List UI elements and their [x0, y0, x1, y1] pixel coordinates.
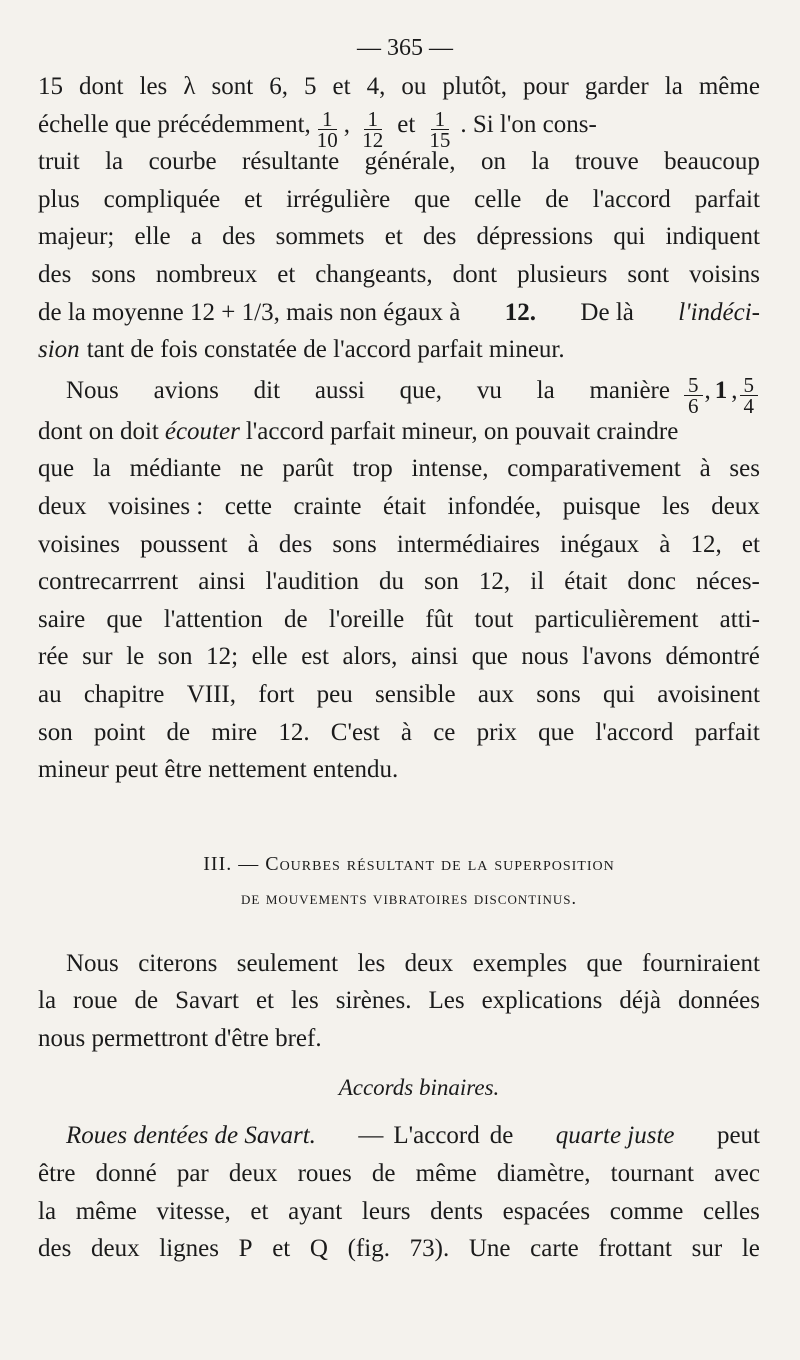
- word: et: [272, 1235, 291, 1263]
- word: de: [371, 1160, 396, 1188]
- word: manière: [589, 376, 670, 404]
- word: mire: [211, 718, 258, 746]
- word: 5: [303, 73, 317, 100]
- text-line: [38, 256, 760, 294]
- fraction-denominator: 15: [429, 127, 451, 152]
- word: 12,: [478, 568, 511, 596]
- word: parfait: [694, 718, 760, 746]
- word: Nous: [66, 949, 119, 977]
- word: données: [678, 987, 760, 1015]
- word: des: [222, 223, 256, 251]
- word: Savart: [175, 987, 239, 1015]
- text-line-fractions: [38, 106, 760, 152]
- word: et: [244, 185, 263, 213]
- fraction-numerator: 5: [740, 375, 759, 396]
- text-fragment: mineur peut être nettement entendu.: [38, 756, 399, 784]
- word: même: [698, 73, 760, 100]
- word: dents: [430, 1197, 483, 1225]
- text-line-last: [38, 331, 760, 369]
- word: elle: [251, 643, 288, 671]
- text-fragment: dont on doit: [38, 417, 159, 445]
- word: deux: [90, 1235, 140, 1263]
- word: que: [586, 949, 623, 977]
- word: des: [278, 530, 313, 558]
- word: diamètre,: [496, 1160, 591, 1188]
- word: 12,: [690, 530, 722, 558]
- word: parfait: [694, 185, 760, 213]
- word: l'accord: [592, 185, 671, 213]
- fraction-five-sixths: [684, 372, 703, 418]
- word: 12.: [278, 718, 310, 746]
- text-line: [38, 982, 760, 1020]
- word: deux: [711, 492, 760, 520]
- word: et: [332, 73, 351, 100]
- word: plus: [38, 185, 80, 213]
- text-line: [38, 563, 760, 601]
- word: plusieurs: [517, 260, 608, 288]
- word: dit: [253, 376, 281, 404]
- word: de: [284, 605, 308, 633]
- word: frottant: [598, 1235, 672, 1263]
- word: contrecarrrent: [38, 568, 179, 596]
- word: roues: [297, 1160, 352, 1188]
- comma: ,: [343, 110, 357, 138]
- word: à: [400, 718, 413, 746]
- text-line: [38, 181, 760, 219]
- word: était: [382, 492, 426, 520]
- word: sirènes.: [335, 987, 412, 1015]
- words-group: [358, 1117, 513, 1155]
- text-fragment: . Si l'on cons-: [460, 110, 597, 138]
- word: truit: [38, 148, 80, 176]
- word: 15: [38, 73, 63, 100]
- word: compliquée: [103, 185, 221, 213]
- word: a: [190, 223, 202, 251]
- text-line-fractions: [38, 369, 760, 418]
- text-fragment: De là: [580, 298, 634, 326]
- word: chapitre: [83, 680, 165, 708]
- word: (fig.: [347, 1235, 390, 1263]
- word: sur: [691, 1235, 723, 1263]
- word: vu: [476, 376, 502, 404]
- word: deux: [228, 1160, 278, 1188]
- text-line: [38, 714, 760, 752]
- word: ayant: [288, 1197, 343, 1225]
- word: sons: [332, 530, 377, 558]
- word: les: [291, 987, 319, 1015]
- word: à: [699, 455, 711, 483]
- word: rée: [38, 643, 69, 671]
- word: la: [531, 148, 550, 176]
- word: sensible: [375, 680, 456, 708]
- word: sons: [536, 680, 581, 708]
- word: la: [38, 987, 57, 1015]
- word: de: [166, 718, 191, 746]
- word: le: [741, 1235, 760, 1263]
- word: que: [106, 605, 143, 633]
- word: P: [238, 1235, 253, 1263]
- word: les: [662, 492, 690, 520]
- word: voisines: [38, 530, 120, 558]
- text-line: [38, 1230, 760, 1268]
- word: leurs: [361, 1197, 411, 1225]
- word: —: [358, 1122, 384, 1150]
- word: démontré: [665, 643, 760, 671]
- word: 6,: [269, 73, 288, 100]
- word: tout: [474, 605, 514, 633]
- text-line: [38, 413, 760, 451]
- word: même: [75, 1197, 137, 1225]
- word: l'attention: [163, 605, 263, 633]
- text-line: [38, 676, 760, 714]
- word: par: [176, 1160, 209, 1188]
- word: nombreux: [155, 260, 258, 288]
- fraction-numerator: 1: [431, 109, 450, 130]
- word: ainsi: [198, 568, 246, 596]
- text-line: [38, 638, 760, 676]
- word: cette: [224, 492, 272, 520]
- word: puisque: [562, 492, 641, 520]
- word: avec: [714, 1160, 760, 1188]
- fraction-denominator: 10: [316, 127, 338, 152]
- word: crainte: [293, 492, 362, 520]
- text-line: [38, 143, 760, 181]
- word: des: [38, 1235, 72, 1263]
- word: 73).: [409, 1235, 450, 1263]
- text-fragment: et: [397, 110, 416, 138]
- fraction-one-twelfth: [358, 106, 387, 152]
- section-gap: [38, 915, 760, 945]
- word: fût: [425, 605, 454, 633]
- word: le: [126, 643, 145, 671]
- text-line: [38, 450, 760, 488]
- word: la: [105, 148, 124, 176]
- word: à: [659, 530, 671, 558]
- bold-number: 1: [714, 376, 728, 404]
- word: que: [471, 643, 508, 671]
- text-line: [38, 1193, 760, 1231]
- word: explications: [481, 987, 603, 1015]
- word: C'est: [330, 718, 380, 746]
- word: L'accord: [393, 1122, 480, 1150]
- word: sont: [627, 260, 670, 288]
- word: néces-: [696, 568, 760, 596]
- word: est: [301, 643, 329, 671]
- word: l'oreille: [328, 605, 405, 633]
- text-line: [38, 1155, 760, 1193]
- paragraph-4: [38, 1117, 760, 1267]
- word: garder: [584, 73, 649, 100]
- text-fragment: de la moyenne 12 + 1/3, mais non égaux à: [38, 298, 461, 326]
- word: saire: [38, 605, 86, 633]
- word: ce: [433, 718, 456, 746]
- word: la: [536, 376, 555, 404]
- word: tournant: [610, 1160, 694, 1188]
- word: courbe: [148, 148, 217, 176]
- word: aux: [477, 680, 514, 708]
- word: intermédiaires: [396, 530, 540, 558]
- word: de: [134, 987, 159, 1015]
- word: même: [415, 1160, 477, 1188]
- word: au: [38, 680, 62, 708]
- word: vitesse,: [156, 1197, 231, 1225]
- word: à: [247, 530, 259, 558]
- italic-word: écouter: [164, 417, 240, 445]
- word: que: [538, 718, 575, 746]
- word: lignes: [159, 1235, 219, 1263]
- text-line: [38, 1117, 760, 1155]
- word: dépressions: [476, 223, 594, 251]
- text-fragment: nous permettront d'être bref.: [38, 1024, 322, 1052]
- word: la: [664, 73, 683, 100]
- word: ainsi: [410, 643, 459, 671]
- word: Nous: [66, 376, 119, 404]
- word: l'audition: [265, 568, 359, 596]
- word: 4,: [366, 73, 386, 100]
- word: infondée,: [447, 492, 542, 520]
- word: deux: [38, 492, 87, 520]
- word: indiquent: [665, 223, 760, 251]
- word: comme: [609, 1197, 684, 1225]
- word: donné: [95, 1160, 157, 1188]
- word: particulièrement: [534, 605, 699, 633]
- comma: ,: [704, 376, 711, 404]
- italic-word: l'indéci-: [678, 298, 760, 326]
- text-line: [38, 601, 760, 639]
- word: sons: [91, 260, 136, 288]
- word: que,: [399, 376, 443, 404]
- word: beaucoup: [664, 148, 760, 176]
- word: dont: [79, 73, 124, 100]
- word: être: [38, 1160, 76, 1188]
- paragraph-2: [38, 369, 760, 789]
- word: trouve: [574, 148, 639, 176]
- word: comparativement: [507, 455, 681, 483]
- fraction-numerator: 1: [318, 109, 337, 130]
- word: trop: [352, 455, 393, 483]
- word: son: [424, 568, 459, 596]
- word: les: [357, 949, 386, 977]
- word: aussi: [314, 376, 365, 404]
- word: du: [379, 568, 405, 596]
- word: de: [489, 1122, 514, 1150]
- word: atti-: [719, 605, 760, 633]
- text-fragment: échelle que précédemment,: [38, 110, 311, 138]
- fraction-one-tenth: [313, 106, 342, 152]
- word: celles: [702, 1197, 760, 1225]
- word: dont: [452, 260, 498, 288]
- italic-word: sion: [38, 336, 80, 364]
- word: Q: [309, 1235, 328, 1263]
- word: voisines :: [108, 492, 204, 520]
- word: des: [422, 223, 457, 251]
- page-number: — 365 —: [357, 35, 453, 61]
- word: changeants,: [315, 260, 433, 288]
- word: plutôt,: [442, 73, 507, 100]
- word: donc: [627, 568, 676, 596]
- word: majeur;: [38, 223, 115, 251]
- word: l'accord: [595, 718, 674, 746]
- section-title-line-1: III. — Courbes résultant de la superposition: [203, 852, 615, 875]
- word: VIII,: [186, 680, 236, 708]
- word: peu: [316, 680, 353, 708]
- word: avions: [153, 376, 219, 404]
- word: la: [38, 1197, 57, 1225]
- paragraph-1: [38, 68, 760, 369]
- fraction-one-fifteenth: [425, 106, 454, 152]
- italic-phrase: Roues dentées de Savart.: [66, 1122, 316, 1150]
- word: prix: [476, 718, 517, 746]
- word: voisins: [689, 260, 760, 288]
- word: Une: [468, 1235, 511, 1263]
- word: son: [157, 643, 193, 671]
- word: son: [38, 718, 73, 746]
- word: et: [384, 223, 403, 251]
- text-fragment: peut: [716, 1122, 760, 1150]
- section-heading: [38, 847, 760, 915]
- word: et: [277, 260, 296, 288]
- text-line-last: [38, 1020, 760, 1058]
- word: la: [92, 455, 111, 483]
- word: point: [93, 718, 146, 746]
- fraction-denominator: 6: [688, 393, 699, 418]
- word: deux: [404, 949, 454, 977]
- word: nous: [521, 643, 569, 671]
- word: et: [741, 530, 760, 558]
- fraction-five-fourths: [740, 372, 759, 418]
- text-line: [38, 68, 760, 106]
- word: irrégulière: [286, 185, 391, 213]
- text-line: [38, 526, 760, 564]
- fraction-denominator: 12: [362, 127, 384, 152]
- word: inégaux: [560, 530, 640, 558]
- fraction-numerator: 1: [364, 109, 383, 130]
- comma: ,: [731, 376, 738, 404]
- word: seulement: [236, 949, 339, 977]
- word: ses: [729, 455, 760, 483]
- word: qui: [613, 223, 646, 251]
- italic-phrase: quarte juste: [555, 1122, 675, 1150]
- word: citerons: [138, 949, 218, 977]
- word: médiante: [129, 455, 222, 483]
- word: déjà: [619, 987, 662, 1015]
- word: ne: [240, 455, 264, 483]
- word: intense,: [411, 455, 489, 483]
- word: il: [530, 568, 545, 596]
- word: on: [480, 148, 506, 176]
- word: les: [139, 73, 168, 100]
- word: des: [38, 260, 72, 288]
- section-title-line-2: de mouvements vibratoires discontinus.: [241, 887, 577, 908]
- text-line: [38, 488, 760, 526]
- word: sommets: [275, 223, 365, 251]
- word: et: [250, 1197, 269, 1225]
- word: fourniraient: [641, 949, 760, 977]
- words-group: [66, 369, 670, 413]
- text-line: [38, 218, 760, 256]
- word: ou: [401, 73, 427, 100]
- word: Les: [428, 987, 465, 1015]
- word: λ: [183, 73, 196, 100]
- word: elle: [134, 223, 171, 251]
- word: que: [38, 455, 75, 483]
- word: fort: [258, 680, 295, 708]
- word: 12;: [206, 643, 239, 671]
- word: espacées: [502, 1197, 591, 1225]
- word: celle: [474, 185, 522, 213]
- fraction-denominator: 4: [743, 393, 754, 418]
- word: résultante: [242, 148, 340, 176]
- bold-number: 12.: [504, 298, 536, 326]
- paragraph-3: [38, 945, 760, 1058]
- word: exemples: [472, 949, 568, 977]
- word: roue: [73, 987, 118, 1015]
- word: poussent: [140, 530, 228, 558]
- text-fragment: tant de fois constatée de l'accord parfait mineur.: [86, 336, 565, 364]
- fraction-numerator: 5: [684, 375, 703, 396]
- text-line: [38, 945, 760, 983]
- word: alors,: [342, 643, 398, 671]
- word: sur: [82, 643, 113, 671]
- word: de: [545, 185, 569, 213]
- section-gap: [38, 789, 760, 847]
- word: carte: [530, 1235, 579, 1263]
- word: et: [255, 987, 274, 1015]
- word: générale,: [364, 148, 456, 176]
- word: que: [414, 185, 451, 213]
- word: était: [564, 568, 608, 596]
- word: l'avons: [582, 643, 652, 671]
- text-line: [38, 294, 760, 332]
- word: avoisinent: [657, 680, 760, 708]
- subheading: Accords binaires.: [338, 1075, 500, 1101]
- text-line-last: [38, 751, 760, 789]
- word: sont: [211, 73, 254, 100]
- text-fragment: l'accord parfait mineur, on pouvait craindre: [245, 417, 679, 445]
- word: parût: [282, 455, 334, 483]
- word: qui: [603, 680, 635, 708]
- word: pour: [523, 73, 569, 100]
